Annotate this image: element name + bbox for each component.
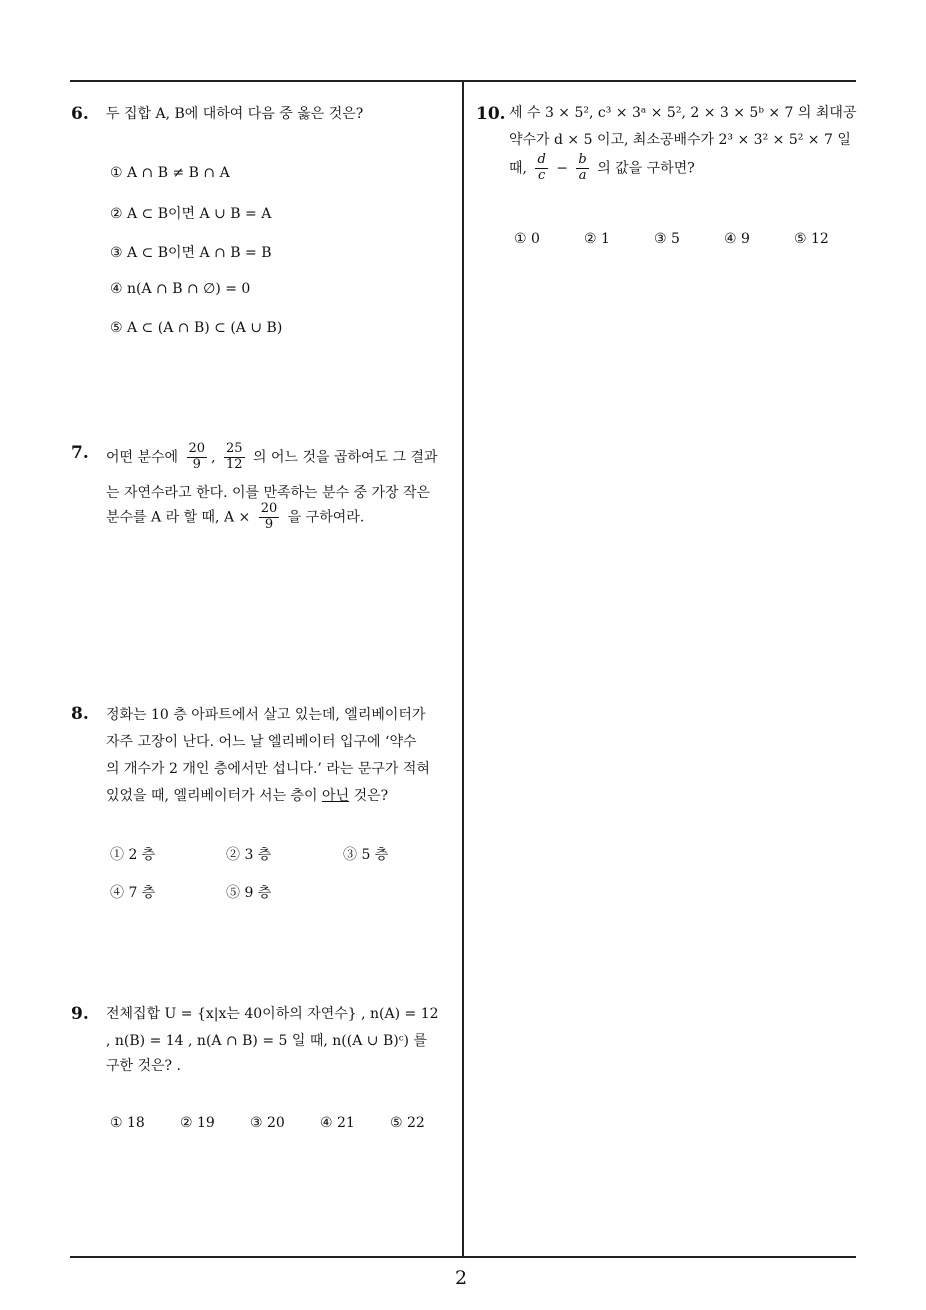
stem-text: 있었을 때, 엘리베이터가 서는 층이 [106,788,318,804]
column-divider [462,80,464,1257]
question-stem-line-3: 의 개수가 2 개인 층에서만 섭니다.’ 라는 문구가 적혀 [106,761,430,777]
question-stem-line-1: 정화는 10 층 아파트에서 살고 있는데, 엘리베이터가 [106,707,426,723]
question-stem-line-2: 약수가 d × 5 이고, 최소공배수가 2³ × 3² × 5² × 7 일 [509,132,851,148]
fraction-20-9 [187,442,208,473]
bottom-rule [70,1256,856,1258]
comma: , [211,449,216,466]
question-number: 10. [476,104,506,124]
fraction-numerator: d [537,152,546,167]
question-stem-line-1: 세 수 3 × 5², c³ × 3ᵃ × 5², 2 × 3 × 5ᵇ × 7 의 최대공 [509,105,857,121]
question-stem: 두 집합 A, B에 대하여 다음 중 옳은 것은? [106,106,364,122]
option-1[interactable]: ① 0 [514,231,540,247]
option-5[interactable]: ⑤ 9 층 [226,885,272,901]
stem-text: 것은? [353,788,389,804]
option-4[interactable]: ④ 21 [320,1115,355,1131]
question-stem-line-3: 구한 것은? . [106,1058,181,1074]
question-stem-line-4 [106,789,388,803]
option-4[interactable]: ④ n(A ∩ B ∩ ∅) = 0 [110,281,251,297]
stem-text: 때, [509,160,527,177]
fraction-b-a [576,153,588,184]
page-number: 2 [455,1267,468,1289]
option-3[interactable]: ③ 5 [654,231,680,247]
question-stem-line-2: , n(B) = 14 , n(A ∩ B) = 5 일 때, n((A ∪ B)ᶜ) 를 [106,1033,427,1049]
question-stem-line-3 [509,153,695,184]
option-3[interactable]: ③ A ⊂ B이면 A ∩ B = B [110,245,272,261]
option-1[interactable]: ① 18 [110,1115,145,1131]
option-5[interactable]: ⑤ 22 [390,1115,425,1131]
fraction-25-12 [224,442,245,473]
fraction-numerator: 25 [225,441,243,456]
question-number: 6. [71,104,89,124]
option-3[interactable]: ③ 20 [250,1115,285,1131]
question-stem-line-3 [106,502,364,533]
option-4[interactable]: ④ 9 [724,231,750,247]
fraction-denominator: a [578,167,587,183]
option-2[interactable]: ② 19 [180,1115,215,1131]
question-number: 7. [71,443,89,463]
fraction-denominator: 9 [264,516,274,532]
fraction-numerator: b [578,152,587,167]
question-stem-line-1 [106,442,438,473]
fraction-20-9 [259,502,280,533]
underlined-word: 아닌 [322,788,350,804]
stem-text: 의 어느 것을 곱하여도 그 결과 [252,449,438,466]
option-2[interactable]: ② 3 층 [226,847,272,863]
stem-text: 분수를 A 라 할 때, A × [106,509,251,526]
question-stem-line-2: 는 자연수라고 한다. 이를 만족하는 분수 중 가장 작은 [106,485,431,501]
fraction-numerator: 20 [260,501,278,516]
fraction-d-c [535,153,547,184]
question-number: 8. [71,704,89,724]
question-stem-line-2: 자주 고장이 난다. 어느 날 엘리베이터 입구에 ‘약수 [106,734,417,750]
stem-text: 어떤 분수에 [106,449,179,466]
option-2[interactable]: ② A ⊂ B이면 A ∪ B = A [110,206,272,222]
option-2[interactable]: ② 1 [584,231,610,247]
stem-text: 을 구하여라. [287,509,365,526]
fraction-denominator: c [537,167,546,183]
option-4[interactable]: ④ 7 층 [110,885,156,901]
stem-text: 의 값을 구하면? [597,160,695,177]
fraction-denominator: 9 [192,456,201,472]
option-3[interactable]: ③ 5 층 [343,847,389,863]
fraction-numerator: 20 [188,441,206,456]
fraction-denominator: 12 [225,456,243,472]
minus-sign: − [556,160,568,177]
question-stem-line-1: 전체집합 U = {x|x는 40이하의 자연수} , n(A) = 12 [106,1006,439,1022]
option-1[interactable]: ① 2 층 [110,847,156,863]
option-5[interactable]: ⑤ 12 [794,231,829,247]
option-1[interactable]: ① A ∩ B ≠ B ∩ A [110,165,230,181]
option-5[interactable]: ⑤ A ⊂ (A ∩ B) ⊂ (A ∪ B) [110,320,283,336]
question-number: 9. [71,1004,89,1024]
